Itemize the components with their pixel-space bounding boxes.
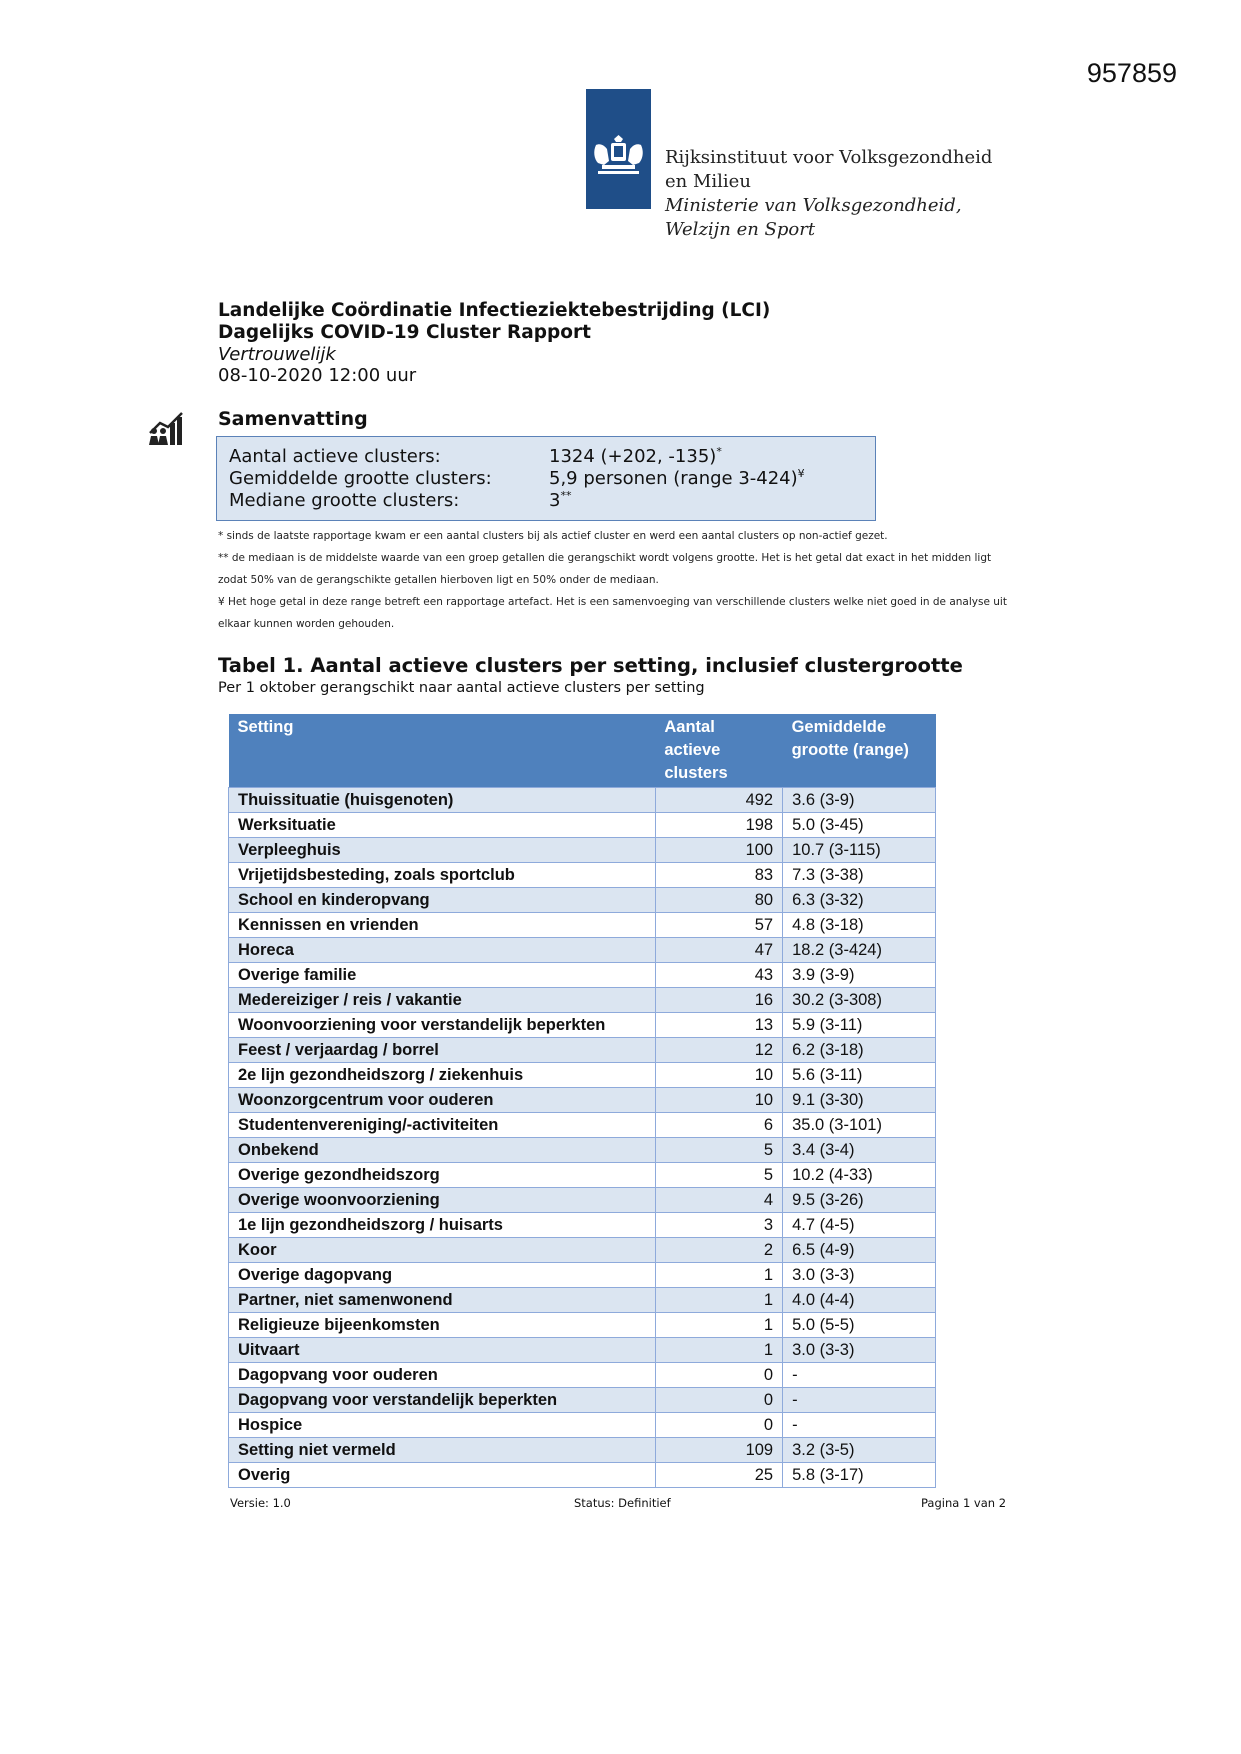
table-row [229,1113,936,1138]
summary-title: Samenvatting [218,408,368,430]
summary-row [229,445,722,467]
summary-row [229,467,805,489]
cell-average: 3.4 (3-4) [783,1138,936,1163]
cell-average: 30.2 (3-308) [783,988,936,1013]
table-row [229,1313,936,1338]
column-header-average-line2: grootte (range) [791,741,909,759]
cell-setting: Uitvaart [229,1338,656,1363]
cell-count: 12 [655,1038,782,1063]
table-row [229,1238,936,1263]
cell-average: 3.2 (3-5) [783,1438,936,1463]
cell-count: 1 [655,1288,782,1313]
cell-average: 3.0 (3-3) [783,1263,936,1288]
table-row [229,1213,936,1238]
column-header-setting: Setting [229,714,656,788]
document-id: 957859 [1086,58,1177,88]
summary-box [216,436,876,521]
cell-average: 3.6 (3-9) [783,788,936,813]
org-line-3: Ministerie van Volksgezondheid, [665,195,962,216]
cell-setting: Woonvoorziening voor verstandelijk beperkten [229,1013,656,1038]
cell-count: 0 [655,1413,782,1438]
footnote: elkaar kunnen worden gehouden. [218,618,395,630]
table-row [229,1188,936,1213]
cell-average: 4.8 (3-18) [783,913,936,938]
cell-count: 6 [655,1113,782,1138]
cell-average: 4.7 (4-5) [783,1213,936,1238]
cell-average: 3.0 (3-3) [783,1338,936,1363]
cell-setting: Overige gezondheidszorg [229,1163,656,1188]
cell-count: 492 [655,788,782,813]
cell-setting: 1e lijn gezondheidszorg / huisarts [229,1213,656,1238]
table-row [229,1263,936,1288]
cell-count: 57 [655,913,782,938]
cell-average: 5.0 (3-45) [783,813,936,838]
cell-setting: Onbekend [229,1138,656,1163]
table-row [229,838,936,863]
report-title: Landelijke Coördinatie Infectieziektebestrijding (LCI) [218,300,771,321]
cell-setting: 2e lijn gezondheidszorg / ziekenhuis [229,1063,656,1088]
cell-average: 6.3 (3-32) [783,888,936,913]
cell-count: 100 [655,838,782,863]
cell-average: 4.0 (4-4) [783,1288,936,1313]
cell-average: 6.2 (3-18) [783,1038,936,1063]
table-body [229,788,936,1488]
cell-setting: Feest / verjaardag / borrel [229,1038,656,1063]
cell-count: 5 [655,1138,782,1163]
footnote: ** de mediaan is de middelste waarde van een groep getallen die gerangschikt wordt volgens grootte. Het is het getal dat exact in het midden ligt [218,552,992,564]
cell-count: 10 [655,1088,782,1113]
cell-average: 5.0 (5-5) [783,1313,936,1338]
cell-average: 10.7 (3-115) [783,838,936,863]
cell-average: 6.5 (4-9) [783,1238,936,1263]
table-row [229,888,936,913]
cell-average: - [783,1363,936,1388]
cell-setting: Medereiziger / reis / vakantie [229,988,656,1013]
table-row [229,1013,936,1038]
summary-mark: ** [560,489,572,502]
report-subtitle: Dagelijks COVID-19 Cluster Rapport [218,322,591,343]
table-row [229,1363,936,1388]
cell-setting: Studentenvereniging/-activiteiten [229,1113,656,1138]
cluster-table [228,714,936,1488]
table-row [229,813,936,838]
table-row [229,913,936,938]
table-row [229,1438,936,1463]
cell-average: 35.0 (3-101) [783,1113,936,1138]
cell-setting: Dagopvang voor ouderen [229,1363,656,1388]
cell-average: 9.1 (3-30) [783,1088,936,1113]
table-row [229,1388,936,1413]
summary-label: Gemiddelde grootte clusters: [229,468,492,489]
column-header-count-line1: Aantal actieve [664,718,721,759]
org-line-2: en Milieu [665,171,751,192]
cell-count: 5 [655,1163,782,1188]
summary-value: 1324 (+202, -135) [549,446,717,467]
cell-setting: Werksituatie [229,813,656,838]
table-row [229,1338,936,1363]
cell-setting: Overig [229,1463,656,1488]
table-row [229,1038,936,1063]
report-header [218,300,770,387]
table-row [229,1163,936,1188]
cell-count: 10 [655,1063,782,1088]
summary-row [229,489,571,511]
cell-count: 16 [655,988,782,1013]
cell-count: 3 [655,1213,782,1238]
table-row [229,1063,936,1088]
footer-status: Status: Definitief [574,1496,671,1510]
cell-count: 83 [655,863,782,888]
table-row [229,1463,936,1488]
table-row [229,863,936,888]
cell-count: 0 [655,1363,782,1388]
table-row [229,788,936,813]
table-title: Tabel 1. Aantal actieve clusters per setting, inclusief clustergrootte [218,654,963,677]
chart-people-icon [148,411,186,451]
confidential-label: Vertrouwelijk [218,344,336,365]
table-row [229,1413,936,1438]
cell-average: 9.5 (3-26) [783,1188,936,1213]
cell-average: 7.3 (3-38) [783,863,936,888]
table-row [229,938,936,963]
table-row [229,963,936,988]
cell-count: 109 [655,1438,782,1463]
table-subtitle: Per 1 oktober gerangschikt naar aantal actieve clusters per setting [218,680,705,696]
column-header-count [655,714,782,788]
cell-setting: Setting niet vermeld [229,1438,656,1463]
cell-count: 1 [655,1338,782,1363]
cell-count: 13 [655,1013,782,1038]
cell-average: 10.2 (4-33) [783,1163,936,1188]
org-line-1: Rijksinstituut voor Volksgezondheid [665,147,993,168]
cell-setting: Koor [229,1238,656,1263]
org-line-4: Welzijn en Sport [665,219,816,240]
cell-setting: Woonzorgcentrum voor ouderen [229,1088,656,1113]
cell-setting: Overige dagopvang [229,1263,656,1288]
cell-average: - [783,1388,936,1413]
summary-label: Aantal actieve clusters: [229,446,441,467]
cell-setting: Partner, niet samenwonend [229,1288,656,1313]
summary-mark: * [716,445,722,458]
rijkslogo-icon [586,89,651,209]
cell-average: 3.9 (3-9) [783,963,936,988]
footnote: zodat 50% van de gerangschikte getallen hierboven ligt en 50% onder de mediaan. [218,574,659,586]
column-header-average [783,714,936,788]
cell-setting: Horeca [229,938,656,963]
summary-value: 3 [549,490,561,511]
summary-label: Mediane grootte clusters: [229,490,460,511]
report-datetime: 08-10-2020 12:00 uur [218,365,417,386]
cell-count: 1 [655,1313,782,1338]
cell-setting: Religieuze bijeenkomsten [229,1313,656,1338]
cell-setting: Overige woonvoorziening [229,1188,656,1213]
cell-count: 25 [655,1463,782,1488]
cell-count: 1 [655,1263,782,1288]
cell-setting: Verpleeghuis [229,838,656,863]
cell-count: 4 [655,1188,782,1213]
column-header-count-line2: clusters [664,764,728,782]
column-header-average-line1: Gemiddelde [791,718,887,736]
cell-average: 5.9 (3-11) [783,1013,936,1038]
cell-count: 2 [655,1238,782,1263]
cell-setting: Thuissituatie (huisgenoten) [229,788,656,813]
cell-count: 0 [655,1388,782,1413]
cell-count: 43 [655,963,782,988]
summary-mark: ¥ [797,467,805,480]
cell-setting: Dagopvang voor verstandelijk beperkten [229,1388,656,1413]
footnote: * sinds de laatste rapportage kwam er een aantal clusters bij als actief cluster en werd een aantal clusters op non-actief gezet. [218,530,888,542]
cell-count: 80 [655,888,782,913]
cell-average: 18.2 (3-424) [783,938,936,963]
cell-count: 47 [655,938,782,963]
cell-setting: School en kinderopvang [229,888,656,913]
table-row [229,988,936,1013]
organization-name [665,146,992,242]
cell-average: 5.8 (3-17) [783,1463,936,1488]
table-row [229,1288,936,1313]
cell-setting: Hospice [229,1413,656,1438]
cell-average: - [783,1413,936,1438]
table-header-row [229,714,936,788]
cell-average: 5.6 (3-11) [783,1063,936,1088]
cell-setting: Kennissen en vrienden [229,913,656,938]
footer-version: Versie: 1.0 [230,1496,291,1510]
footnote: ¥ Het hoge getal in deze range betreft een rapportage artefact. Het is een samenvoeging van verschillende clusters welke niet goed in de analyse uit [218,596,1007,608]
cell-setting: Overige familie [229,963,656,988]
summary-value: 5,9 personen (range 3-424) [549,468,798,489]
cell-setting: Vrijetijdsbesteding, zoals sportclub [229,863,656,888]
footer-page: Pagina 1 van 2 [921,1496,1007,1510]
table-row [229,1088,936,1113]
cell-count: 198 [655,813,782,838]
table-row [229,1138,936,1163]
